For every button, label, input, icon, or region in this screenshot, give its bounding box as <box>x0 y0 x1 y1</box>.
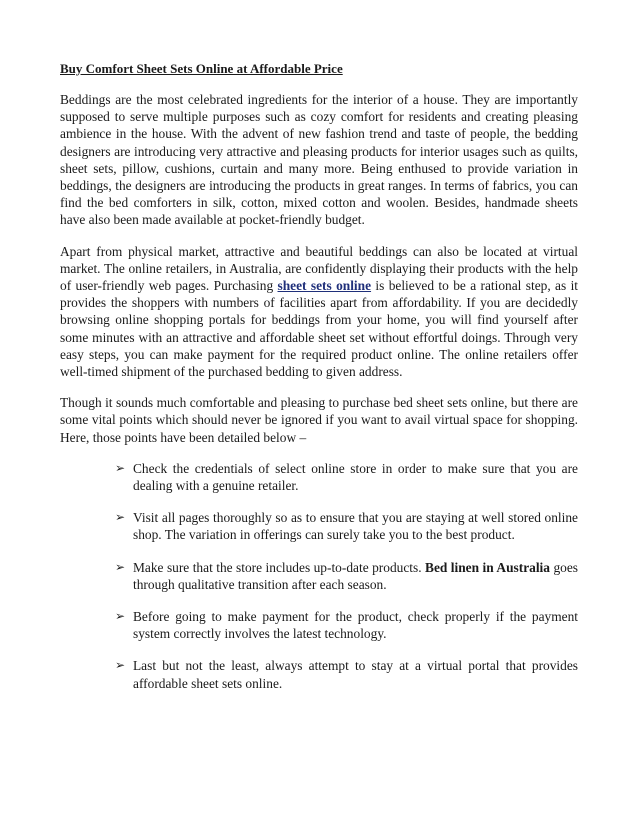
list-item <box>115 657 578 691</box>
list-item-text: Before going to make payment for the product, check properly if the payment system correctly involves the latest technology. <box>133 609 578 642</box>
bullet-list <box>60 460 578 692</box>
list-item <box>115 460 578 494</box>
list-item-text: Visit all pages thoroughly so as to ensure that you are staying at well stored online shop. The variation in offerings can surely take you to the best product. <box>133 510 578 543</box>
arrow-bullet-icon: ➢ <box>115 658 126 673</box>
document-page <box>60 60 578 707</box>
list-item-text: Make sure that the store includes up-to-date products. <box>133 559 426 575</box>
list-item <box>115 608 578 642</box>
arrow-bullet-icon: ➢ <box>115 460 126 475</box>
paragraph-intro: Beddings are the most celebrated ingredients for the interior of a house. They are importantly supposed to serve multiple purposes such as cozy comfort for residents and creating pleasing ambience in the house. With the advent of new fashion trend and taste of people, the bedding designers are introducing very attractive and pleasing products for interior usages such as quilts, sheet sets, pillow, cushions, curtain and many more. Being enthused to provide variation in beddings, the designers are introducing the products in great ranges. In terms of fabrics, you can find the bed comforters in silk, cotton, mixed cotton and woolen. Besides, handmade sheets have also been made available at pocket-friendly budget. <box>60 92 578 228</box>
paragraph-text: is believed to be a rational step, as it provides the shoppers with numbers of facilities apart from affordability. If you are decidedly browsing online shopping portals for beddings from your home, you will find yourself after some minutes with an attractive and affordable sheet set without effortful doings. Through very easy steps, you can make payment for the required product online. The online retailers offer well-timed shipment of the purchased bedding to given address. <box>60 278 579 380</box>
document-title: Buy Comfort Sheet Sets Online at Affordable Price <box>60 61 343 76</box>
arrow-bullet-icon: ➢ <box>115 510 126 525</box>
paragraph-virtual-market <box>60 243 578 381</box>
bed-linen-australia-term: Bed linen in Australia <box>425 559 550 575</box>
list-item-text: Check the credentials of select online store in order to make sure that you are dealing with a genuine retailer. <box>133 460 578 494</box>
sheet-sets-online-link[interactable]: sheet sets online <box>277 278 372 294</box>
paragraph-vital-points: Though it sounds much comfortable and pleasing to purchase bed sheet sets online, but there are some vital points which should never be ignored if you want to avail virtual space for shopping. Here, those points have been detailed below – <box>60 395 578 445</box>
arrow-bullet-icon: ➢ <box>115 609 126 624</box>
list-item-text: Last but not the least, always attempt to stay at a virtual portal that provides affordable sheet sets online. <box>133 658 578 691</box>
list-item <box>115 559 578 593</box>
paragraph-text: Apart from physical market, attractive and beautiful beddings can also be located at virtual market. The online retailers, in Australia, are confidently displaying their products with the help of user-friendly web pages. Purchasing <box>60 243 578 294</box>
arrow-bullet-icon: ➢ <box>115 559 126 574</box>
list-item-text: goes through qualitative transition after each season. <box>133 559 578 592</box>
list-item <box>115 509 578 543</box>
